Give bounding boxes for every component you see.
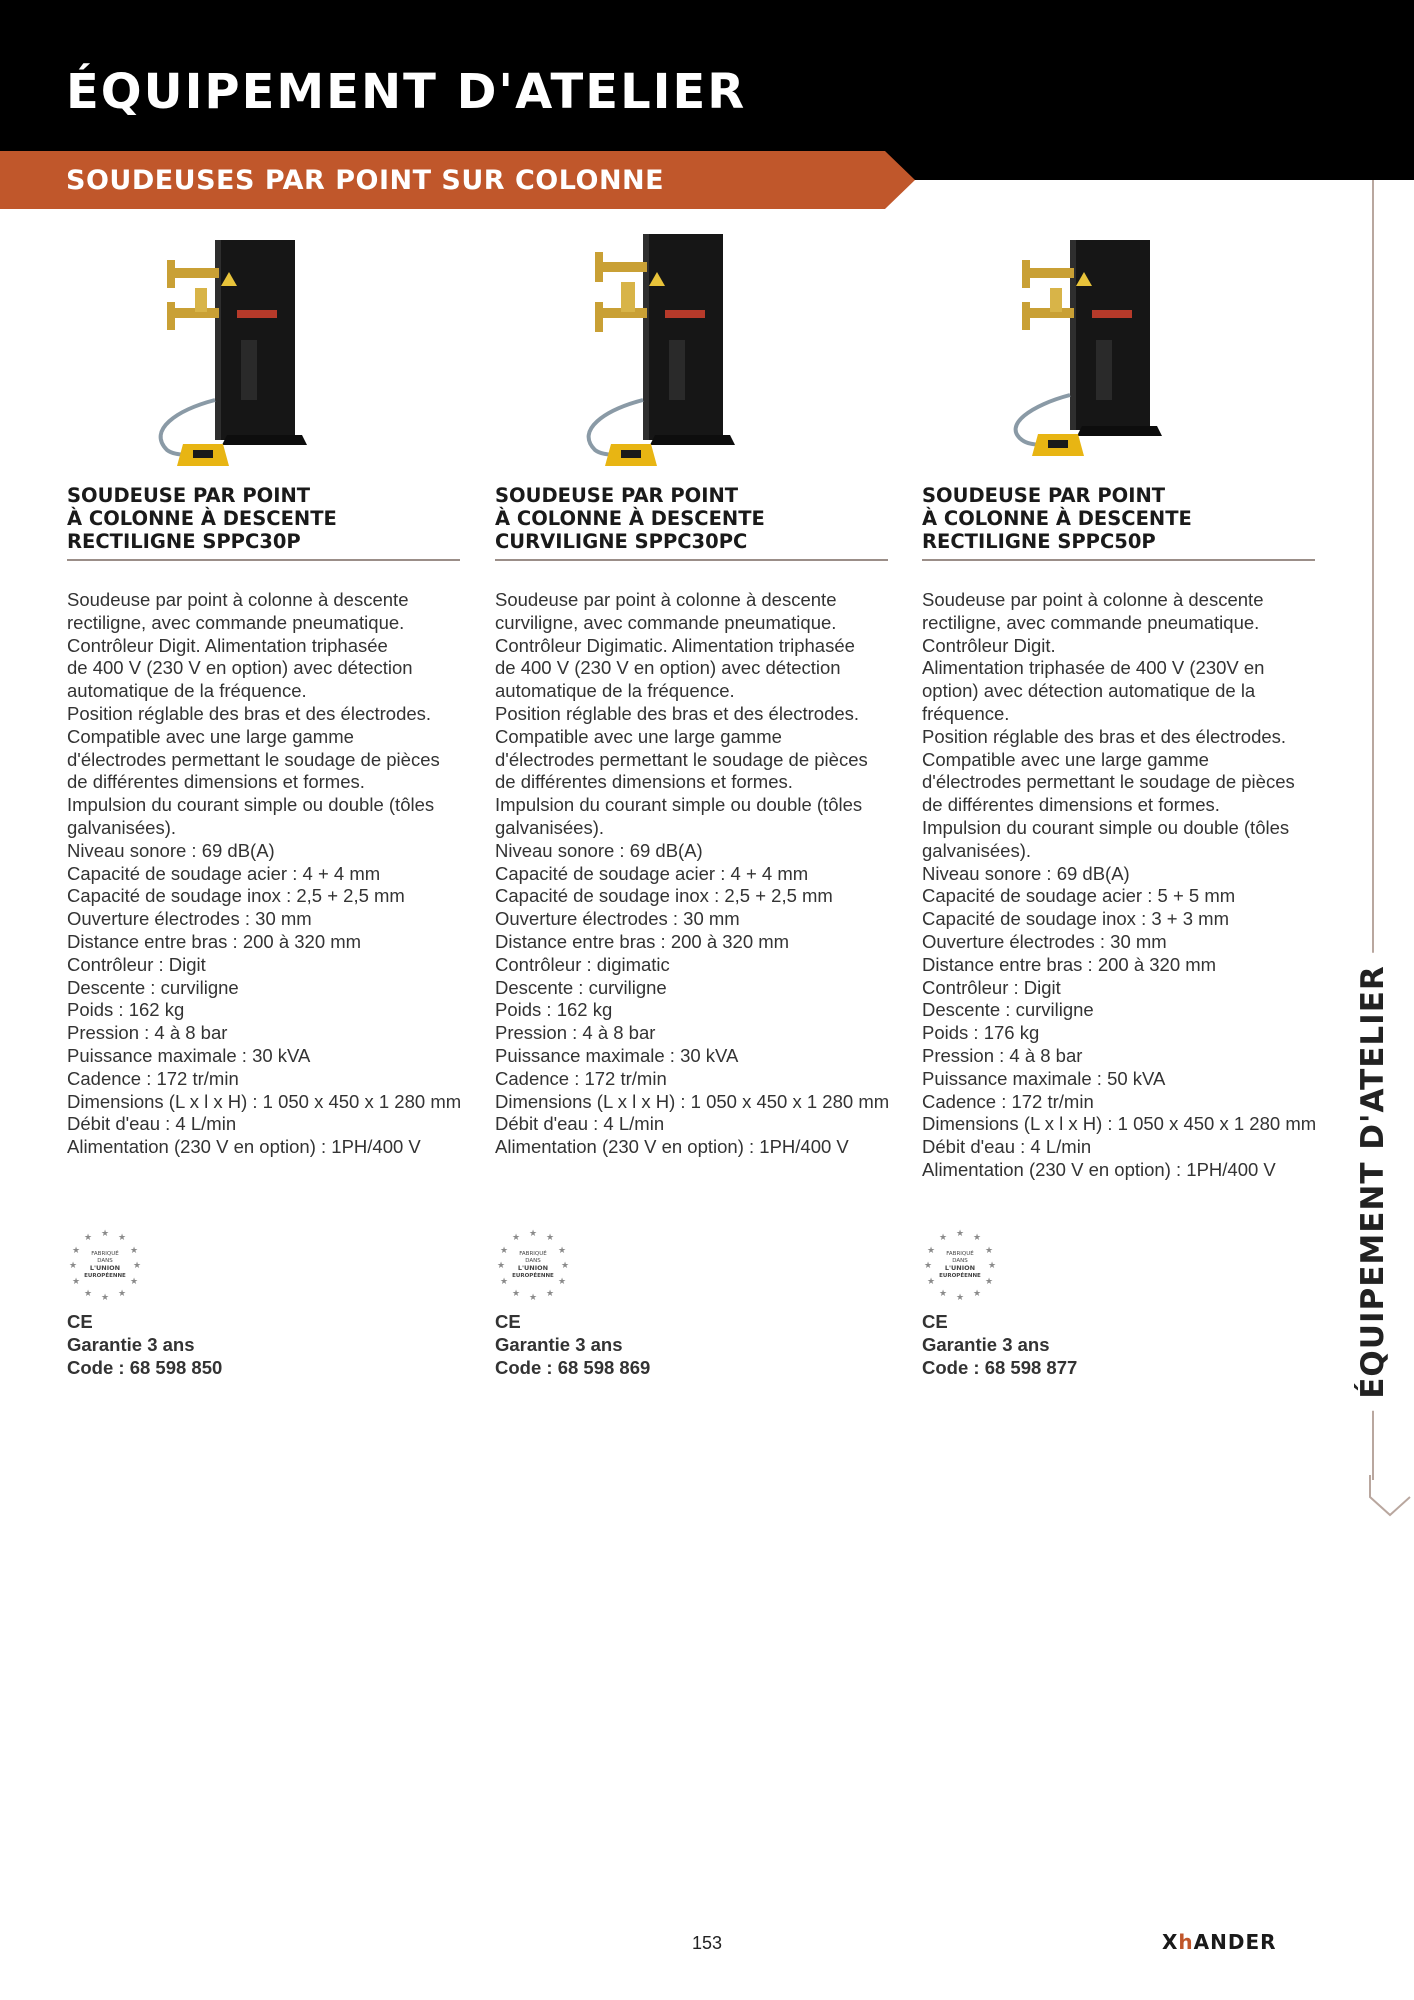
svg-text:★: ★ — [117, 1233, 127, 1243]
svg-text:EUROPÉENNE: EUROPÉENNE — [512, 1273, 554, 1279]
svg-text:★: ★ — [100, 1229, 110, 1239]
svg-text:★: ★ — [528, 1229, 538, 1239]
spot-welder-image — [992, 230, 1172, 470]
svg-text:★: ★ — [129, 1246, 139, 1256]
svg-text:★: ★ — [68, 1261, 78, 1271]
brand-logo — [1162, 1930, 1277, 1954]
brand-logo-accent: h — [1178, 1930, 1194, 1954]
svg-text:★: ★ — [984, 1277, 994, 1287]
product-description: Soudeuse par point à colonne à descente curviligne, avec commande pneumatique. Contrôleur Digimatic. Alimentation triphasée de 400 V (230 V en option) avec détection automatique de la fréquence. Position réglable des bras et des électrodes. Compatible avec une large gamme d'électrodes permettant le soudage de pièces de différentes dimensions et formes. Impulsion du courant simple ou double (tôles galvanisées). Niveau sonore : 69 dB(A) Capacité de soudage acier : 4 + 4 mm Capacité de soudage inox : 2,5 + 2,5 mm Ouverture électrodes : 30 mm Distance entre bras : 200 à 320 mm Contrôleur : digimatic Descente : curviligne Poids : 162 kg Pression : 4 à 8 bar Puissance maximale : 30 kVA Cadence : 172 tr/min Dimensions (L x l x H) : 1 050 x 450 x 1 280 mm Débit d'eau : 4 L/min Alimentation (230 V en option) : 1PH/400 V — [495, 589, 890, 1158]
side-divider-top — [1372, 180, 1374, 955]
svg-text:★: ★ — [923, 1261, 933, 1271]
side-divider-bottom — [1372, 1405, 1374, 1480]
svg-text:DANS: DANS — [97, 1258, 113, 1264]
warranty-text: Garantie 3 ans — [495, 1334, 623, 1355]
page-title: ÉQUIPEMENT D'ATELIER — [66, 64, 747, 120]
svg-text:★: ★ — [499, 1277, 509, 1287]
svg-text:★: ★ — [129, 1277, 139, 1287]
brand-logo-rest: ANDER — [1193, 1930, 1277, 1954]
eu-made-badge-icon — [67, 1226, 143, 1302]
spot-welder-image — [565, 230, 745, 470]
svg-text:L'UNION: L'UNION — [517, 1264, 549, 1272]
eu-made-badge-icon — [922, 1226, 998, 1302]
svg-text:★: ★ — [71, 1246, 81, 1256]
svg-text:EUROPÉENNE: EUROPÉENNE — [84, 1273, 126, 1279]
product-code: Code : 68 598 877 — [922, 1357, 1078, 1378]
svg-text:DANS: DANS — [525, 1258, 541, 1264]
svg-text:★: ★ — [926, 1246, 936, 1256]
svg-text:★: ★ — [557, 1246, 567, 1256]
ce-mark: CE — [67, 1311, 93, 1332]
svg-text:★: ★ — [557, 1277, 567, 1287]
svg-text:★: ★ — [545, 1289, 555, 1299]
svg-text:★: ★ — [926, 1277, 936, 1287]
svg-text:★: ★ — [938, 1233, 948, 1243]
page-number: 153 — [691, 1933, 723, 1953]
svg-text:★: ★ — [528, 1293, 538, 1302]
svg-text:★: ★ — [496, 1261, 506, 1271]
svg-text:★: ★ — [83, 1289, 93, 1299]
product-footer — [922, 1310, 1077, 1379]
svg-text:★: ★ — [984, 1246, 994, 1256]
svg-text:EUROPÉENNE: EUROPÉENNE — [939, 1273, 981, 1279]
svg-text:FABRIQUÉ: FABRIQUÉ — [946, 1251, 974, 1257]
eu-made-badge-icon — [495, 1226, 571, 1302]
spot-welder-image — [137, 230, 317, 470]
ce-mark: CE — [922, 1311, 948, 1332]
svg-text:★: ★ — [511, 1233, 521, 1243]
ce-mark: CE — [495, 1311, 521, 1332]
svg-text:DANS: DANS — [952, 1258, 968, 1264]
product-title: SOUDEUSE PAR POINT À COLONNE À DESCENTE RECTILIGNE SPPC30P — [67, 484, 460, 561]
svg-text:★: ★ — [987, 1261, 997, 1271]
chevron-down-icon — [1368, 1475, 1412, 1521]
svg-text:★: ★ — [132, 1261, 142, 1271]
brand-logo-prefix: X — [1162, 1930, 1179, 1954]
svg-text:★: ★ — [955, 1293, 965, 1302]
product-title: SOUDEUSE PAR POINT À COLONNE À DESCENTE RECTILIGNE SPPC50P — [922, 484, 1315, 561]
svg-text:★: ★ — [83, 1233, 93, 1243]
svg-text:★: ★ — [117, 1289, 127, 1299]
svg-text:★: ★ — [938, 1289, 948, 1299]
side-section-label: ÉQUIPEMENT D'ATELIER — [1355, 953, 1391, 1411]
svg-text:★: ★ — [511, 1289, 521, 1299]
svg-text:FABRIQUÉ: FABRIQUÉ — [91, 1251, 119, 1257]
product-footer — [67, 1310, 222, 1379]
product-title: SOUDEUSE PAR POINT À COLONNE À DESCENTE CURVILIGNE SPPC30PC — [495, 484, 888, 561]
warranty-text: Garantie 3 ans — [922, 1334, 1050, 1355]
svg-text:L'UNION: L'UNION — [89, 1264, 121, 1272]
product-code: Code : 68 598 850 — [67, 1357, 223, 1378]
svg-text:L'UNION: L'UNION — [944, 1264, 976, 1272]
product-description: Soudeuse par point à colonne à descente rectiligne, avec commande pneumatique. Contrôleur Digit. Alimentation triphasée de 400 V (230V en option) avec détection automatique de la fréquence. Position réglable des bras et des électrodes. Compatible avec une large gamme d'électrodes permettant le soudage de pièces de différentes dimensions et formes. Impulsion du courant simple ou double (tôles galvanisées). Niveau sonore : 69 dB(A) Capacité de soudage acier : 5 + 5 mm Capacité de soudage inox : 3 + 3 mm Ouverture électrodes : 30 mm Distance entre bras : 200 à 320 mm Contrôleur : Digit Descente : curviligne Poids : 176 kg Pression : 4 à 8 bar Puissance maximale : 50 kVA Cadence : 172 tr/min Dimensions (L x l x H) : 1 050 x 450 x 1 280 mm Débit d'eau : 4 L/min Alimentation (230 V en option) : 1PH/400 V — [922, 589, 1317, 1180]
product-footer — [495, 1310, 650, 1379]
product-code: Code : 68 598 869 — [495, 1357, 651, 1378]
svg-text:★: ★ — [972, 1233, 982, 1243]
svg-text:★: ★ — [972, 1289, 982, 1299]
svg-text:★: ★ — [71, 1277, 81, 1287]
svg-text:★: ★ — [499, 1246, 509, 1256]
svg-text:★: ★ — [560, 1261, 570, 1271]
svg-text:★: ★ — [100, 1293, 110, 1302]
section-title: SOUDEUSES PAR POINT SUR COLONNE — [66, 165, 665, 196]
product-description: Soudeuse par point à colonne à descente rectiligne, avec commande pneumatique. Contrôleur Digit. Alimentation triphasée de 400 V (230 V en option) avec détection automatique de la fréquence. Position réglable des bras et des électrodes. Compatible avec une large gamme d'électrodes permettant le soudage de pièces de différentes dimensions et formes. Impulsion du courant simple ou double (tôles galvanisées). Niveau sonore : 69 dB(A) Capacité de soudage acier : 4 + 4 mm Capacité de soudage inox : 2,5 + 2,5 mm Ouverture électrodes : 30 mm Distance entre bras : 200 à 320 mm Contrôleur : Digit Descente : curviligne Poids : 162 kg Pression : 4 à 8 bar Puissance maximale : 30 kVA Cadence : 172 tr/min Dimensions (L x l x H) : 1 050 x 450 x 1 280 mm Débit d'eau : 4 L/min Alimentation (230 V en option) : 1PH/400 V — [67, 589, 462, 1158]
svg-text:★: ★ — [545, 1233, 555, 1243]
svg-text:FABRIQUÉ: FABRIQUÉ — [519, 1251, 547, 1257]
svg-text:★: ★ — [955, 1229, 965, 1239]
warranty-text: Garantie 3 ans — [67, 1334, 195, 1355]
